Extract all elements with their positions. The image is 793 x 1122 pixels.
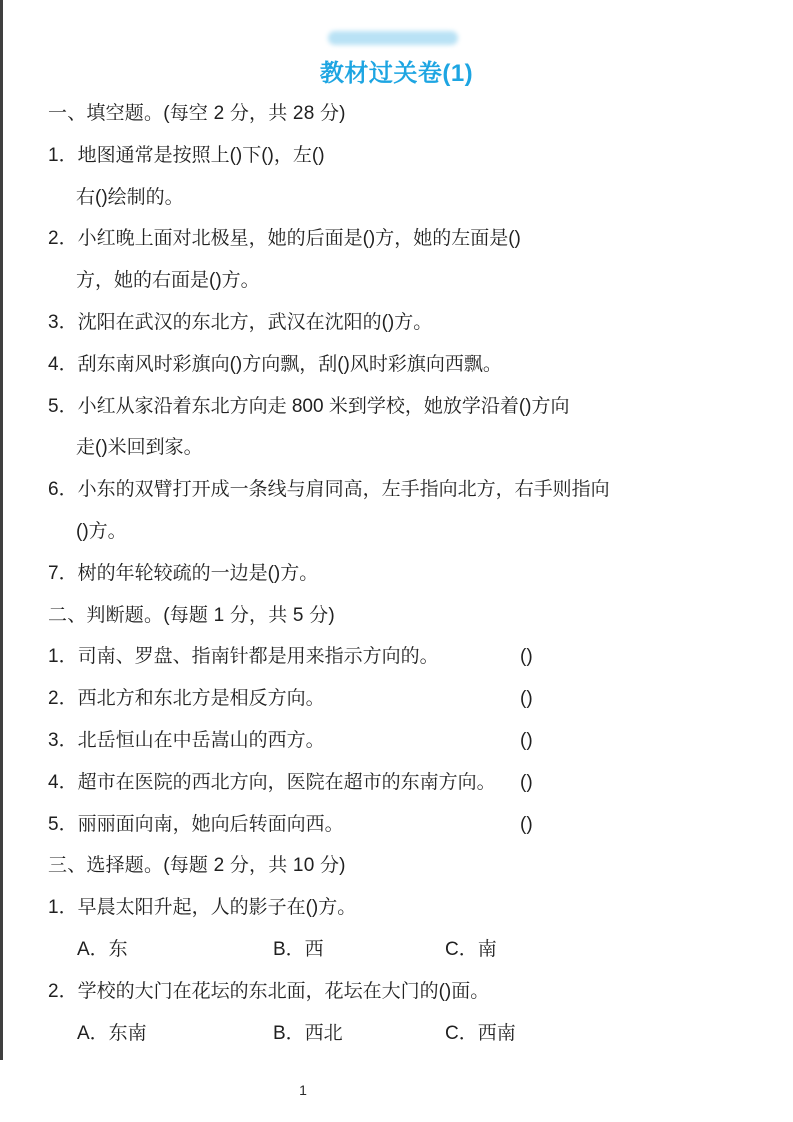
choice-option-c: C．南 xyxy=(445,938,497,960)
judgement-question-line xyxy=(48,636,780,678)
choice-options-row xyxy=(48,929,780,971)
judgement-question-text: 3．北岳恒山在中岳嵩山的西方。 xyxy=(48,729,325,751)
section-1-heading: 一、填空题。(每空 2 分，共 28 分) xyxy=(48,103,346,124)
fill-blank-question-line: ()方。 xyxy=(76,520,127,542)
choice-option-a: A．东南 xyxy=(77,1022,147,1044)
choice-options-row xyxy=(48,1013,780,1055)
fill-blank-question-line: 走()米回到家。 xyxy=(76,437,203,459)
fill-blank-question-line: 1．地图通常是按照上()下()，左() xyxy=(48,144,325,166)
fill-blank-question-line: 2．小红晚上面对北极星，她的后面是()方，她的左面是() xyxy=(48,228,521,250)
fill-blank-question-line: 7．树的年轮较疏的一边是()方。 xyxy=(48,562,319,584)
answer-parentheses: () xyxy=(520,688,533,710)
answer-parentheses: () xyxy=(520,813,533,835)
choice-option-a: A．东 xyxy=(77,938,128,960)
choice-question-line: 1．早晨太阳升起，人的影子在()方。 xyxy=(48,897,357,919)
fill-blank-question-line: 4．刮东南风时彩旗向()方向飘，刮()风时彩旗向西飘。 xyxy=(48,353,502,375)
page-title: 教材过关卷(1) xyxy=(319,60,474,87)
judgement-question-line xyxy=(48,720,780,762)
choice-option-b: B．西北 xyxy=(273,1022,343,1044)
choice-option-c: C．西南 xyxy=(445,1022,516,1044)
fill-blank-question-line: 6．小东的双臂打开成一条线与肩同高，左手指向北方，右手则指向 xyxy=(48,479,610,501)
answer-parentheses: () xyxy=(520,646,533,668)
page-number: 1 xyxy=(299,1082,307,1098)
fill-blank-question-line: 3．沈阳在武汉的东北方，武汉在沈阳的()方。 xyxy=(48,311,433,333)
judgement-question-line xyxy=(48,762,780,804)
fill-blank-question-line: 方，她的右面是()方。 xyxy=(76,270,260,292)
title-ghost-artifact xyxy=(328,31,458,45)
judgement-question-line xyxy=(48,678,780,720)
fill-blank-question-line: 右()绘制的。 xyxy=(76,186,184,208)
paper-content xyxy=(48,93,780,1054)
answer-parentheses: () xyxy=(520,729,533,751)
judgement-question-text: 4．超市在医院的西北方向，医院在超市的东南方向。 xyxy=(48,771,496,793)
judgement-question-line xyxy=(48,804,780,846)
judgement-question-text: 2．西北方和东北方是相反方向。 xyxy=(48,688,325,710)
section-3-heading: 三、选择题。(每题 2 分，共 10 分) xyxy=(48,855,346,877)
page-left-border xyxy=(0,0,3,1060)
choice-question-line: 2．学校的大门在花坛的东北面，花坛在大门的()面。 xyxy=(48,980,490,1002)
judgement-question-text: 5．丽丽面向南，她向后转面向西。 xyxy=(48,813,344,835)
answer-parentheses: () xyxy=(520,771,533,793)
fill-blank-question-line: 5．小红从家沿着东北方向走 800 米到学校，她放学沿着()方向 xyxy=(48,395,570,417)
judgement-question-text: 1．司南、罗盘、指南针都是用来指示方向的。 xyxy=(48,646,439,668)
choice-option-b: B．西 xyxy=(273,938,324,960)
section-2-heading: 二、判断题。(每题 1 分，共 5 分) xyxy=(48,604,335,626)
